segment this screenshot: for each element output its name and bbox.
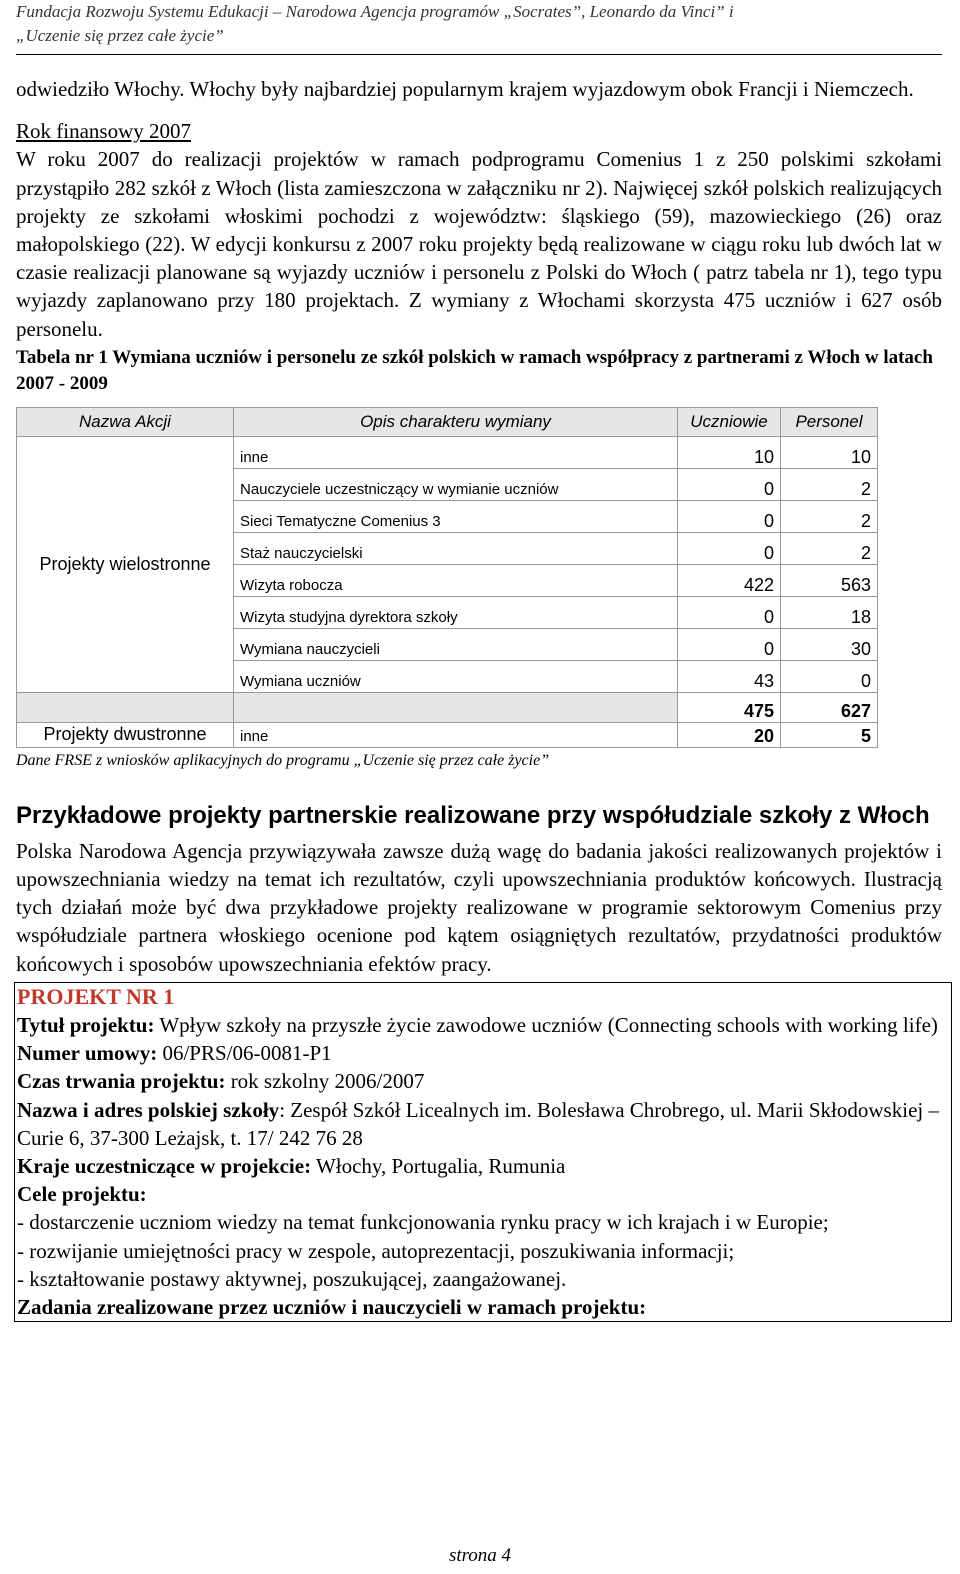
table-total-row <box>17 692 878 722</box>
row-staff: 0 <box>781 660 878 692</box>
fiscal-paragraph: W roku 2007 do realizacji projektów w ramach podprogramu Comenius 1 z 250 polskimi szkołami przystąpiło 282 szkół z Włoch (lista zamieszczona w załączniku nr 2). Najwięcej szkół polskich realizujących projekty ze szkołami włoskimi pochodzi z województw: śląskiego (59), mazowieckiego (26) oraz małopolskiego (22). W edycji konkursu z 2007 roku projekty będą realizowane w ciągu roku lub dwóch lat w czasie realizacji planowane są wyjazdy uczniów i personelu z Polski do Włoch ( patrz tabela nr 1), tego typu wyjazdy zaplanowano przy 180 projektach. Z wymiany z Włochami skorzysta 475 uczniów i 627 osób personelu. <box>16 147 942 341</box>
label-tasks: Zadania zrealizowane przez uczniów i nauczycieli w ramach projektu: <box>17 1295 647 1320</box>
label-school: Nazwa i adres polskiej szkoły <box>17 1097 280 1122</box>
project-title-line <box>17 1011 939 1039</box>
row-staff: 2 <box>781 500 878 532</box>
total-students: 475 <box>678 692 781 722</box>
row-students: 43 <box>678 660 781 692</box>
project-school-line <box>17 1096 939 1152</box>
col-header-students: Uczniowie <box>678 407 781 436</box>
total-empty-cell <box>17 692 234 722</box>
document-page <box>16 0 942 1322</box>
page-number: strona 4 <box>448 1545 512 1566</box>
row-students: 20 <box>678 722 781 747</box>
row-students: 0 <box>678 500 781 532</box>
fiscal-heading: Rok finansowy 2007 <box>16 119 191 144</box>
label-goals: Cele projektu: <box>17 1182 147 1207</box>
intro-paragraph: odwiedziło Włochy. Włochy były najbardziej popularnym krajem wyjazdowym obok Francji i Niemczech. <box>16 77 914 101</box>
row-description: Nauczyciele uczestniczący w wymianie uczniów <box>234 468 678 500</box>
row-description: Wizyta studyjna dyrektora szkoły <box>234 596 678 628</box>
row-students: 0 <box>678 628 781 660</box>
section-paragraph: Polska Narodowa Agencja przywiązywała zawsze dużą wagę do badania jakości realizowanych projektów i upowszechniania wiedzy na temat ich rezultatów, czyli upowszechniania produktów końcowych. Ilustracją tych działań może być dwa przykładowe projekty realizowane w programie sektorowym Comenius przy współudziale partnera włoskiego ocenione pod kątem osiągniętych rezultatów, przydatności produktów końcowych i sposobów upowszechniania efektów pracy. <box>16 838 942 976</box>
total-staff: 627 <box>781 692 878 722</box>
goal-item: - dostarczenie uczniom wiedzy na temat funkcjonowania rynku pracy w ich krajach i w Europie; <box>17 1210 829 1235</box>
header-line-1: Fundacja Rozwoju Systemu Edukacji – Narodowa Agencja programów „Socrates”, Leonardo da Vinci” i <box>16 2 734 21</box>
col-header-description: Opis charakteru wymiany <box>234 407 678 436</box>
value-duration: rok szkolny 2006/2007 <box>225 1069 425 1094</box>
row-description: Staż nauczycielski <box>234 532 678 564</box>
row-staff: 563 <box>781 564 878 596</box>
header-rule <box>16 54 942 55</box>
col-header-staff: Personel <box>781 407 878 436</box>
label-duration: Czas trwania projektu: <box>17 1069 226 1094</box>
document-header <box>16 0 942 48</box>
table-row <box>17 436 878 468</box>
group-name-bilateral: Projekty dwustronne <box>17 722 234 747</box>
value-title: Wpływ szkoły na przyszłe życie zawodowe uczniów (Connecting schools with working life) <box>154 1013 938 1038</box>
row-students: 0 <box>678 468 781 500</box>
col-header-action: Nazwa Akcji <box>17 407 234 436</box>
row-staff: 18 <box>781 596 878 628</box>
label-contract: Numer umowy: <box>17 1041 158 1066</box>
value-contract: 06/PRS/06-0081-P1 <box>157 1041 332 1066</box>
row-students: 0 <box>678 596 781 628</box>
table-row-bilateral <box>17 722 878 747</box>
goal-item: - rozwijanie umiejętności pracy w zespole, autoprezentacji, poszukiwania informacji; <box>17 1238 735 1263</box>
row-students: 422 <box>678 564 781 596</box>
group-name-multilateral: Projekty wielostronne <box>17 436 234 692</box>
row-staff: 2 <box>781 532 878 564</box>
label-countries: Kraje uczestniczące w projekcie: <box>17 1154 312 1179</box>
exchange-table <box>16 407 878 748</box>
row-description: inne <box>234 722 678 747</box>
row-description: Wymiana uczniów <box>234 660 678 692</box>
project-countries-line <box>17 1152 939 1180</box>
label-title: Tytuł projektu: <box>17 1013 155 1038</box>
project-title: PROJEKT NR 1 <box>17 983 175 1009</box>
total-empty-cell <box>234 692 678 722</box>
row-students: 0 <box>678 532 781 564</box>
header-line-2: „Uczenie się przez całe życie” <box>16 26 224 45</box>
table-source: Dane FRSE z wniosków aplikacyjnych do programu „Uczenie się przez całe życie” <box>16 751 550 769</box>
row-description: Wymiana nauczycieli <box>234 628 678 660</box>
value-school: : Zespół Szkół Licealnych im. Bolesława Chrobrego, ul. Marii Skłodowskiej – Curie 6, 37-300 Leżajsk, t. 17/ 242 76 28 <box>17 1097 939 1150</box>
row-description: Wizyta robocza <box>234 564 678 596</box>
row-staff: 5 <box>781 722 878 747</box>
row-staff: 10 <box>781 436 878 468</box>
row-students: 10 <box>678 436 781 468</box>
table-caption: Tabela nr 1 Wymiana uczniów i personelu ze szkół polskich w ramach współpracy z partnerami z Włoch w latach 2007 - 2009 <box>16 346 933 394</box>
row-description: inne <box>234 436 678 468</box>
value-countries: Włochy, Portugalia, Rumunia <box>311 1154 566 1179</box>
row-staff: 30 <box>781 628 878 660</box>
row-staff: 2 <box>781 468 878 500</box>
project-duration-line <box>17 1067 939 1095</box>
table-header-row <box>17 407 878 436</box>
section-heading: Przykładowe projekty partnerskie realizowane przy współudziale szkoły z Włoch <box>16 801 930 829</box>
row-description: Sieci Tematyczne Comenius 3 <box>234 500 678 532</box>
project-contract-line <box>17 1039 939 1067</box>
project-box <box>14 982 952 1322</box>
goal-item: - kształtowanie postawy aktywnej, poszukującej, zaangażowanej. <box>17 1266 567 1291</box>
